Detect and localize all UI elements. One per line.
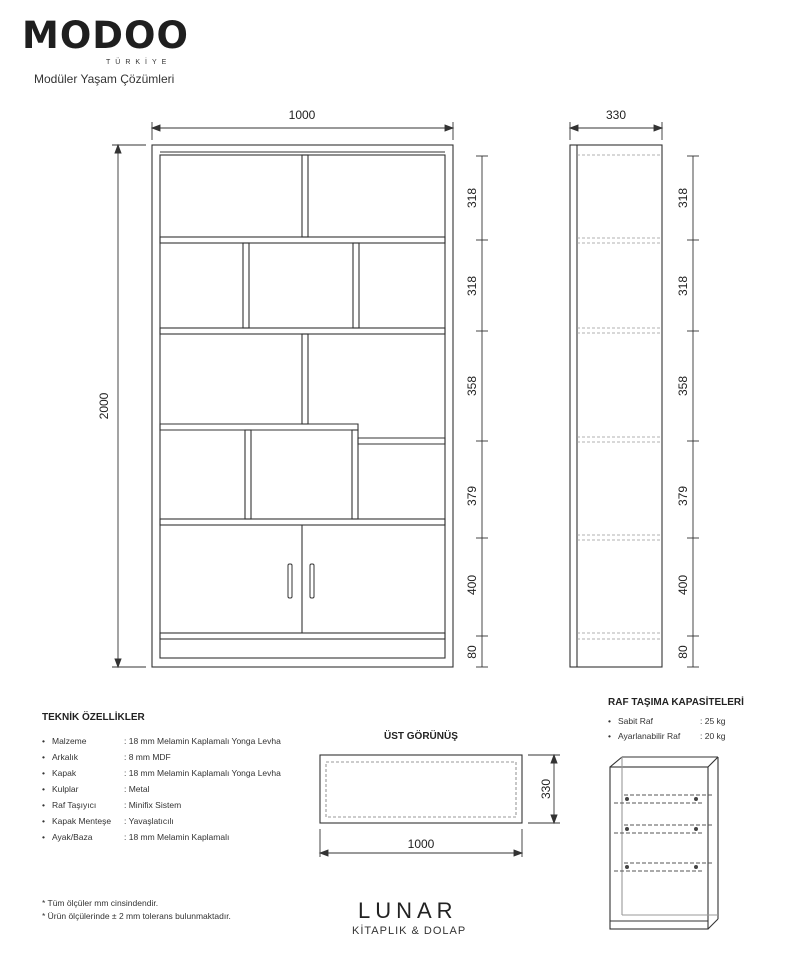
product-subtitle: KİTAPLIK & DOLAP bbox=[352, 925, 467, 937]
front-section-2: 318 bbox=[465, 275, 479, 297]
side-section-6: 80 bbox=[676, 645, 690, 659]
door-handle-left bbox=[288, 564, 292, 598]
shelf-2 bbox=[160, 328, 445, 334]
top-depth-label: 330 bbox=[539, 778, 553, 800]
shelf-1 bbox=[160, 237, 445, 243]
front-section-5: 400 bbox=[465, 574, 479, 596]
side-section-5: 400 bbox=[676, 574, 690, 596]
shelf-3-right bbox=[358, 438, 445, 444]
front-section-3: 358 bbox=[465, 375, 479, 397]
specs-list: • Malzeme : 18 mm Melamin Kaplamalı Yonga Levha • Arkalık : 8 mm MDF • Kapak : 18 mm Melamin Kaplamalı Yonga Levha • Kulplar : Metal • Raf Taşıyıcı : Minifix Sistem • Kapak Menteşe : Yavaşlatıcılı • Ayak/Baza : 18 mm Melamin Kaplamalı bbox=[42, 736, 281, 842]
perspective-drawing bbox=[600, 755, 730, 935]
side-section-4: 379 bbox=[676, 485, 690, 507]
brand-tagline: Modüler Yaşam Çözümleri bbox=[34, 72, 175, 86]
top-view-title: ÜST GÖRÜNÜŞ bbox=[384, 731, 458, 742]
note-2: * Ürün ölçülerinde ± 2 mm tolerans bulunmaktadır. bbox=[42, 911, 231, 921]
top-width-label: 1000 bbox=[407, 837, 435, 851]
shelf-3-left bbox=[160, 424, 358, 430]
capacity-list: • Sabit Raf : 25 kg • Ayarlanabilir Raf : 20 kg bbox=[608, 716, 726, 741]
depth-label: 330 bbox=[605, 108, 627, 122]
height-label: 2000 bbox=[97, 392, 111, 420]
door-handle-right bbox=[310, 564, 314, 598]
front-section-6: 80 bbox=[465, 645, 479, 659]
front-section-1: 318 bbox=[465, 187, 479, 209]
top-view-drawing bbox=[300, 745, 565, 860]
side-section-1: 318 bbox=[676, 187, 690, 209]
shelf-4 bbox=[160, 519, 445, 525]
shelf-bottom bbox=[160, 633, 445, 639]
width-label: 1000 bbox=[288, 108, 316, 122]
side-section-3: 358 bbox=[676, 375, 690, 397]
side-view-frame bbox=[570, 145, 662, 667]
side-section-2: 318 bbox=[676, 275, 690, 297]
brand-country: TÜRKİYE bbox=[106, 59, 172, 66]
product-name: LUNAR bbox=[358, 898, 458, 923]
brand-logo: MODOO bbox=[22, 14, 189, 57]
front-section-4: 379 bbox=[465, 485, 479, 507]
specs-title: TEKNİK ÖZELLİKLER bbox=[42, 712, 145, 723]
note-1: * Tüm ölçüler mm cinsindendir. bbox=[42, 898, 159, 908]
capacity-title: RAF TAŞIMA KAPASİTELERİ bbox=[608, 697, 744, 708]
